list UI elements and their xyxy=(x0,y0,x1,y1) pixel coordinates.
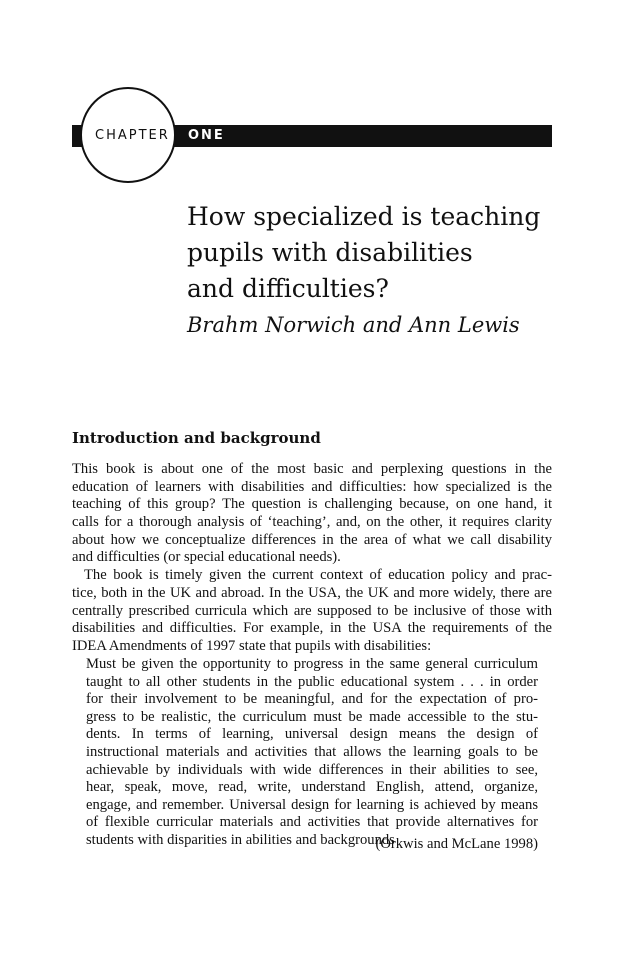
body-line: education of learners with disabilities and difficulties: how specialized is the xyxy=(72,478,552,495)
block-quote xyxy=(86,656,538,850)
body-line: centrally prescribed curricula which are supposed to be inclusive of those with xyxy=(72,602,552,619)
quote-citation: (Orkwis and McLane 1998) xyxy=(375,836,538,852)
quote-line: taught to all other students in the public educational system . . . in order xyxy=(86,673,538,690)
body-text xyxy=(72,461,552,656)
body-line: calls for a thorough analysis of ‘teaching’, and, on the other, it requires clarity xyxy=(72,514,552,531)
chapter-authors: Brahm Norwich and Ann Lewis xyxy=(187,313,520,337)
chapter-number: ONE xyxy=(188,128,225,143)
quote-line: Must be given the opportunity to progress in the same general curriculum xyxy=(86,656,538,672)
body-line: and difficulties (or special educational needs). xyxy=(72,549,341,566)
body-line: teaching of this group? The question is challenging because, on one hand, it xyxy=(72,496,552,513)
title-line: and difficulties? xyxy=(187,274,389,303)
body-line: The book is timely given the current context of education policy and prac- xyxy=(84,567,552,584)
quote-line: instructional materials and activities that allows the learning goals to be xyxy=(86,743,538,760)
quote-line: engage, and remember. Universal design for learning is achieved by means xyxy=(86,796,538,813)
section-heading: Introduction and background xyxy=(72,429,321,447)
chapter-title xyxy=(187,199,587,307)
quote-line: of flexible curricular materials and activities that provide alternatives for xyxy=(86,814,538,831)
body-line: IDEA Amendments of 1997 state that pupils with disabilities: xyxy=(72,637,432,654)
quote-line: hear, speak, move, read, write, understand English, attend, organize, xyxy=(86,779,538,796)
title-line: How specialized is teaching xyxy=(187,202,541,231)
title-line: pupils with disabilities xyxy=(187,238,473,267)
body-line: tice, both in the UK and abroad. In the USA, the UK and more widely, there are xyxy=(72,584,552,601)
quote-line: dents. In terms of learning, universal design means the design of xyxy=(86,726,538,743)
quote-line: gress to be realistic, the curriculum must be made accessible to the stu- xyxy=(86,708,538,725)
body-line: about how we conceptualize differences in the area of what we call disability xyxy=(72,531,552,548)
chapter-label: CHAPTER xyxy=(95,128,170,143)
quote-line: students with disparities in abilities and backgrounds xyxy=(86,831,395,848)
body-line: disabilities and difficulties. For example, in the USA the requirements of the xyxy=(72,620,552,637)
body-line: This book is about one of the most basic and perplexing questions in the xyxy=(72,461,552,477)
quote-line: for their involvement to be meaningful, and for the expectation of pro- xyxy=(86,691,538,708)
quote-line: achievable by individuals with wide differences in their abilities to see, xyxy=(86,761,538,778)
